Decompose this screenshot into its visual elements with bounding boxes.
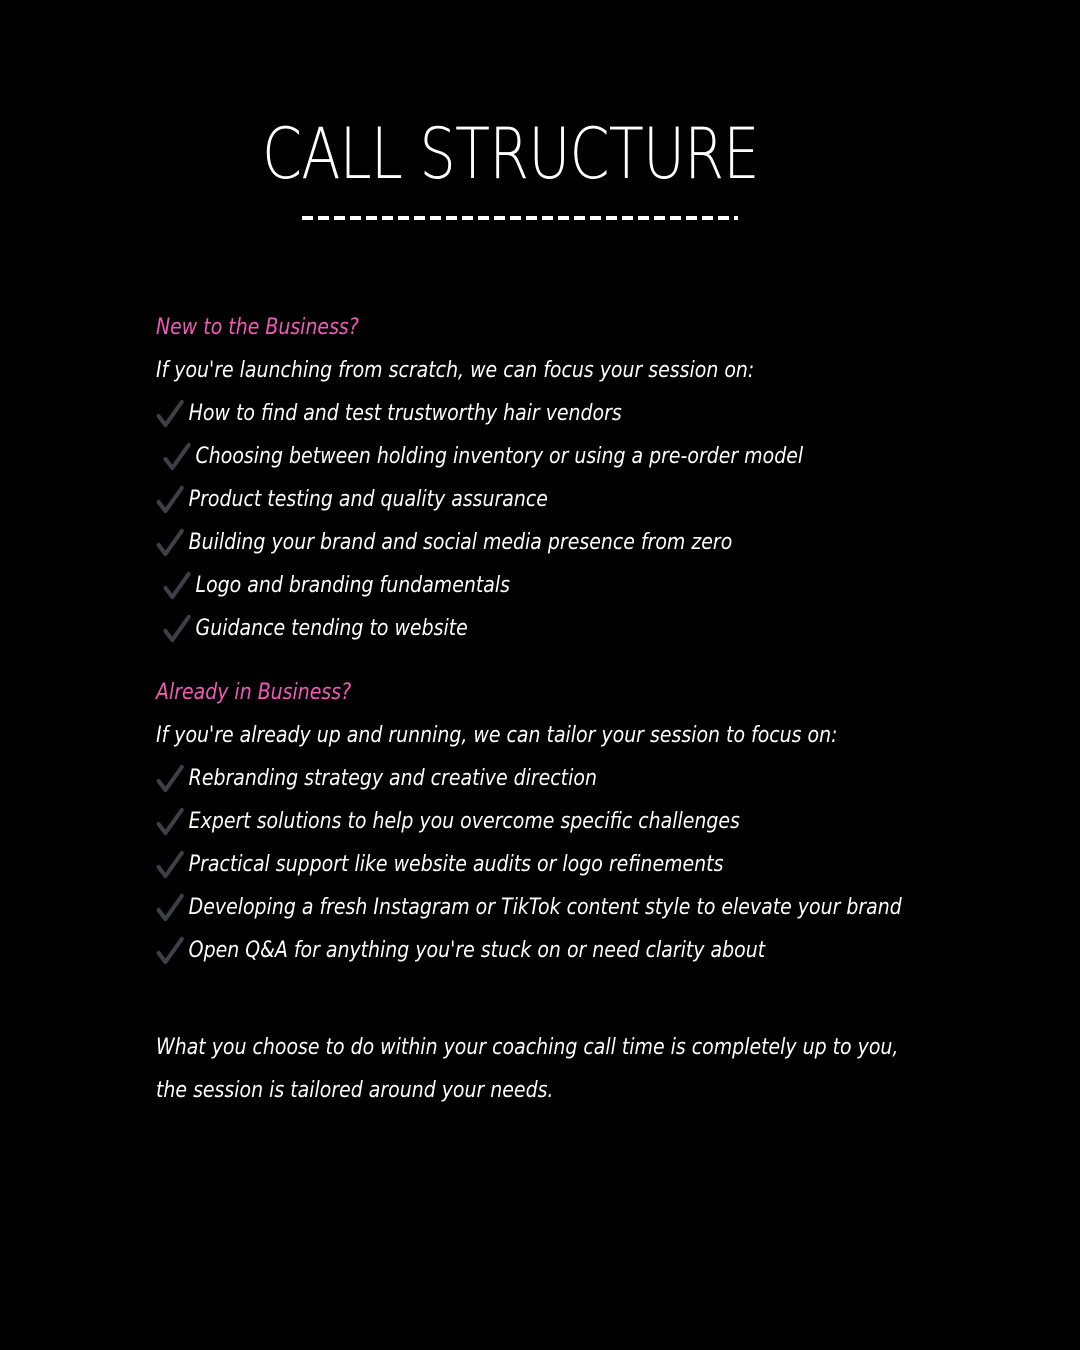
checkmark-icon (163, 614, 192, 644)
list-item-label: Practical support like website audits or logo refinements (188, 852, 724, 877)
list-item-label: Guidance tending to website (195, 616, 468, 641)
checkmark-icon (156, 399, 185, 429)
list-item-label: Rebranding strategy and creative direction (188, 766, 597, 791)
checkmark-icon (156, 485, 185, 515)
list-item (156, 929, 861, 972)
list-item-label: Logo and branding fundamentals (195, 573, 510, 598)
list-item (156, 607, 861, 650)
list-item (156, 843, 861, 886)
list-item (156, 435, 861, 478)
checkmark-icon (156, 807, 185, 837)
checkmark-icon (156, 528, 185, 558)
list-item-label: Building your brand and social media presence from zero (188, 530, 733, 555)
list-item (156, 564, 861, 607)
list-item (156, 392, 861, 435)
checkmark-icon (163, 571, 192, 601)
list-item (156, 478, 861, 521)
closing-line-2: the session is tailored around your needs. (156, 1078, 554, 1103)
list-item (156, 521, 861, 564)
checkmark-icon (156, 764, 185, 794)
page-title: CALL STRUCTURE (261, 113, 759, 195)
list-item-label: Choosing between holding inventory or using a pre-order model (195, 444, 804, 469)
checkmark-icon (156, 936, 185, 966)
list-item-label: Expert solutions to help you overcome specific challenges (188, 809, 740, 834)
checkmark-icon (156, 850, 185, 880)
list-item-label: Developing a fresh Instagram or TikTok content style to elevate your brand (188, 895, 902, 920)
list-item (156, 757, 861, 800)
spacer (156, 972, 976, 1026)
section-heading: New to the Business? (156, 315, 359, 340)
section-heading: Already in Business? (156, 680, 352, 705)
content (156, 306, 976, 1112)
list-item (156, 886, 902, 929)
closing-line-1: What you choose to do within your coaching call time is completely up to you, (156, 1035, 899, 1060)
checkmark-icon (156, 893, 185, 923)
list-item-label: Open Q&A for anything you're stuck on or need clarity about (188, 938, 766, 963)
list-item-label: How to find and test trustworthy hair vendors (188, 401, 622, 426)
closing-note (156, 1026, 976, 1112)
list-item (156, 800, 861, 843)
section-intro: If you're launching from scratch, we can focus your session on: (156, 358, 755, 383)
section-already-in-business (156, 671, 976, 972)
section-intro: If you're already up and running, we can tailor your session to focus on: (156, 723, 838, 748)
section-new-to-business (156, 306, 976, 650)
list-item-label: Product testing and quality assurance (188, 487, 548, 512)
title-dashed-divider (302, 216, 738, 220)
checkmark-icon (163, 442, 192, 472)
spacer (156, 650, 976, 671)
